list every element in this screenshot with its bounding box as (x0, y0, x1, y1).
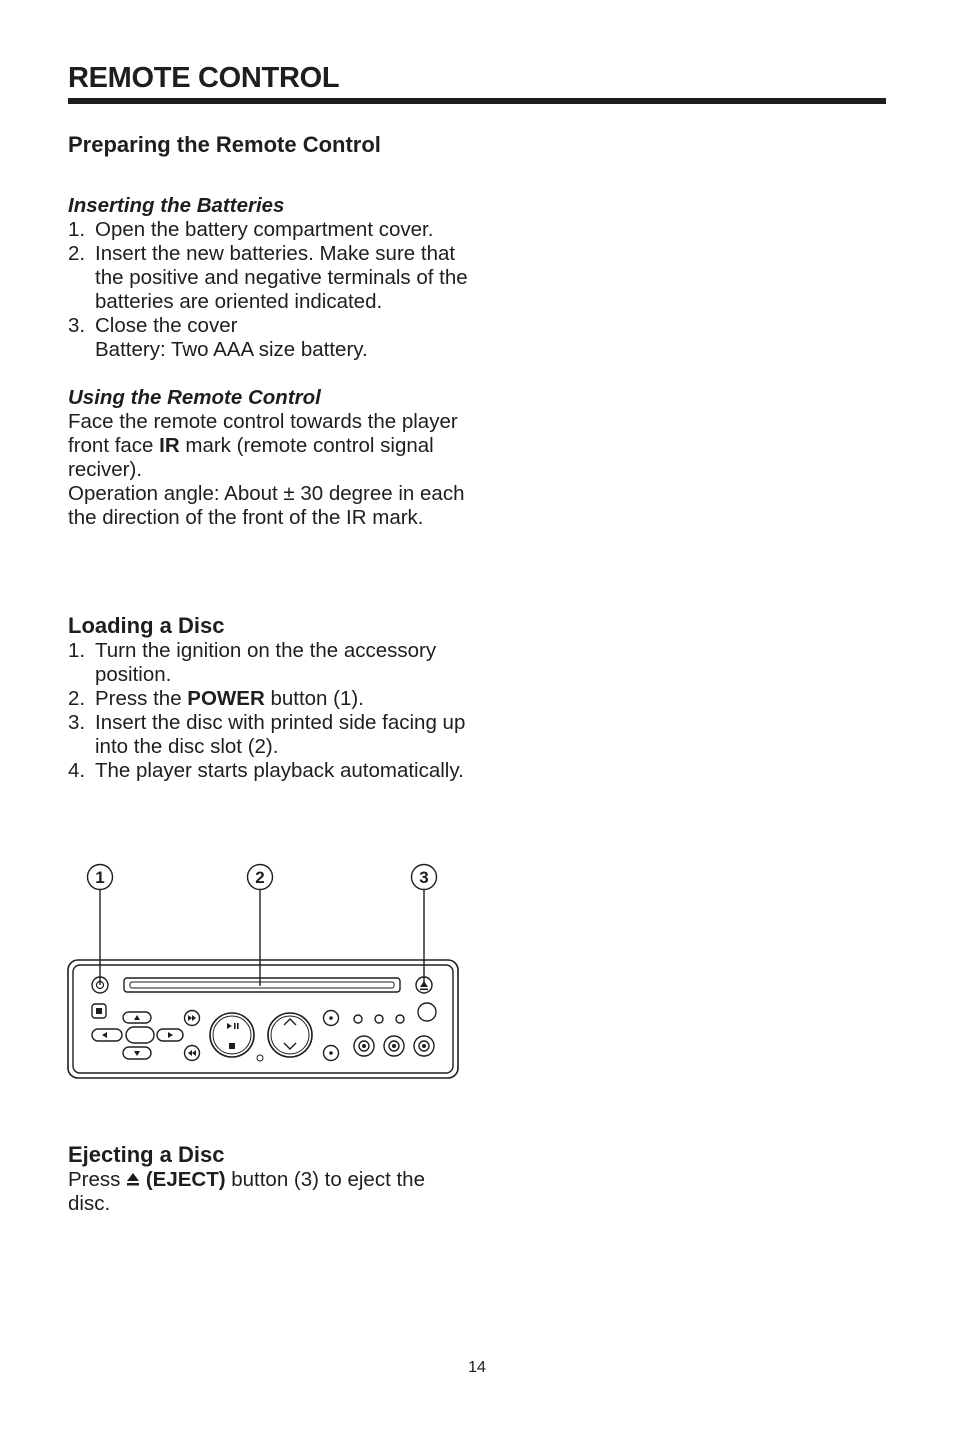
page-title: REMOTE CONTROL (68, 62, 340, 94)
list-number: 1. (68, 218, 86, 241)
eject-label: (EJECT) (145, 1168, 226, 1191)
using-paragraph (68, 410, 468, 482)
button-dot (329, 1016, 333, 1020)
list-text: Close the cover (95, 314, 238, 337)
ejecting-heading: Ejecting a Disc (68, 1142, 225, 1167)
front-panel-diagram (66, 860, 462, 1084)
down-arrow-icon (284, 1043, 296, 1049)
indicator-led (396, 1015, 404, 1023)
list-item (68, 314, 468, 362)
title-rule (68, 98, 886, 104)
prev-icon (192, 1050, 196, 1056)
list-number: 2. (68, 242, 86, 265)
stop-icon (229, 1043, 235, 1049)
next-icon (192, 1015, 196, 1021)
indicator-led (354, 1015, 362, 1023)
text-run: button (3) to eject the disc. (68, 1168, 425, 1215)
ir-mark-label: IR (159, 434, 180, 457)
list-number: 2. (68, 687, 86, 710)
rca-pin (362, 1044, 366, 1048)
next-icon (188, 1015, 192, 1021)
indicator-led (375, 1015, 383, 1023)
text-run: Face the remote control towards the player front face (68, 410, 458, 457)
list-item (68, 759, 468, 783)
ir-sensor (257, 1055, 263, 1061)
disc-slot (124, 978, 400, 992)
left-triangle-icon (102, 1032, 107, 1038)
list-number: 3. (68, 314, 86, 337)
rca-pin (422, 1044, 426, 1048)
text-run: Press (68, 1168, 127, 1191)
section-ejecting (68, 1142, 468, 1216)
up-triangle-icon (134, 1015, 140, 1020)
text-run: button (1). (264, 687, 364, 710)
operation-angle-paragraph: Operation angle: About ± 30 degree in each the direction of the front of the IR mark. (68, 482, 465, 529)
list-text: Open the battery compartment cover. (95, 218, 434, 241)
list-text: Insert the new batteries. Make sure that the positive and negative terminals of the batteries are oriented indicated. (95, 242, 468, 313)
play-stop-knob (210, 1013, 254, 1057)
list-number: 3. (68, 711, 86, 734)
center-button (126, 1027, 154, 1043)
preparing-heading: Preparing the Remote Control (68, 132, 381, 157)
list-item (68, 639, 468, 687)
list-item (68, 218, 468, 242)
callout-number-1: 1 (95, 868, 105, 887)
battery-note: Battery: Two AAA size battery. (95, 338, 368, 361)
button-dot (329, 1051, 333, 1055)
page-number: 14 (468, 1359, 486, 1376)
up-arrow-icon (284, 1019, 296, 1025)
power-label: POWER (187, 687, 265, 710)
rca-pin (392, 1044, 396, 1048)
section-preparing (68, 132, 468, 530)
loading-heading: Loading a Disc (68, 613, 225, 638)
list-text (95, 687, 468, 711)
inserting-heading: Inserting the Batteries (68, 194, 285, 217)
list-number: 1. (68, 639, 86, 662)
text-run: mark (remote control signal reciver). (68, 434, 434, 481)
eject-icon-bar (420, 989, 428, 991)
eject-icon (420, 981, 428, 987)
list-text: Turn the ignition on the the accessory position. (95, 639, 437, 686)
list-number: 4. (68, 759, 86, 782)
list-item (68, 242, 468, 314)
callout-number-3: 3 (419, 868, 429, 887)
using-heading: Using the Remote Control (68, 386, 321, 409)
round-port (418, 1003, 436, 1021)
text-run: Press the (95, 687, 188, 710)
down-triangle-icon (134, 1051, 140, 1056)
list-text: The player starts playback automatically. (95, 759, 464, 782)
play-pause-icon (227, 1023, 232, 1029)
disc-slot-inner (130, 982, 394, 988)
prev-icon (188, 1050, 192, 1056)
front-panel-figure (66, 860, 462, 1089)
right-triangle-icon (168, 1032, 173, 1038)
pause-bar-icon (234, 1023, 236, 1029)
ejecting-paragraph (68, 1168, 468, 1216)
list-item (68, 687, 468, 711)
stop-glyph (96, 1008, 102, 1014)
list-item (68, 711, 468, 759)
list-text: Insert the disc with printed side facing up into the disc slot (2). (95, 711, 466, 758)
section-loading (68, 613, 468, 783)
eject-icon (126, 1171, 140, 1187)
pause-bar-icon (237, 1023, 239, 1029)
callout-number-2: 2 (255, 868, 265, 887)
